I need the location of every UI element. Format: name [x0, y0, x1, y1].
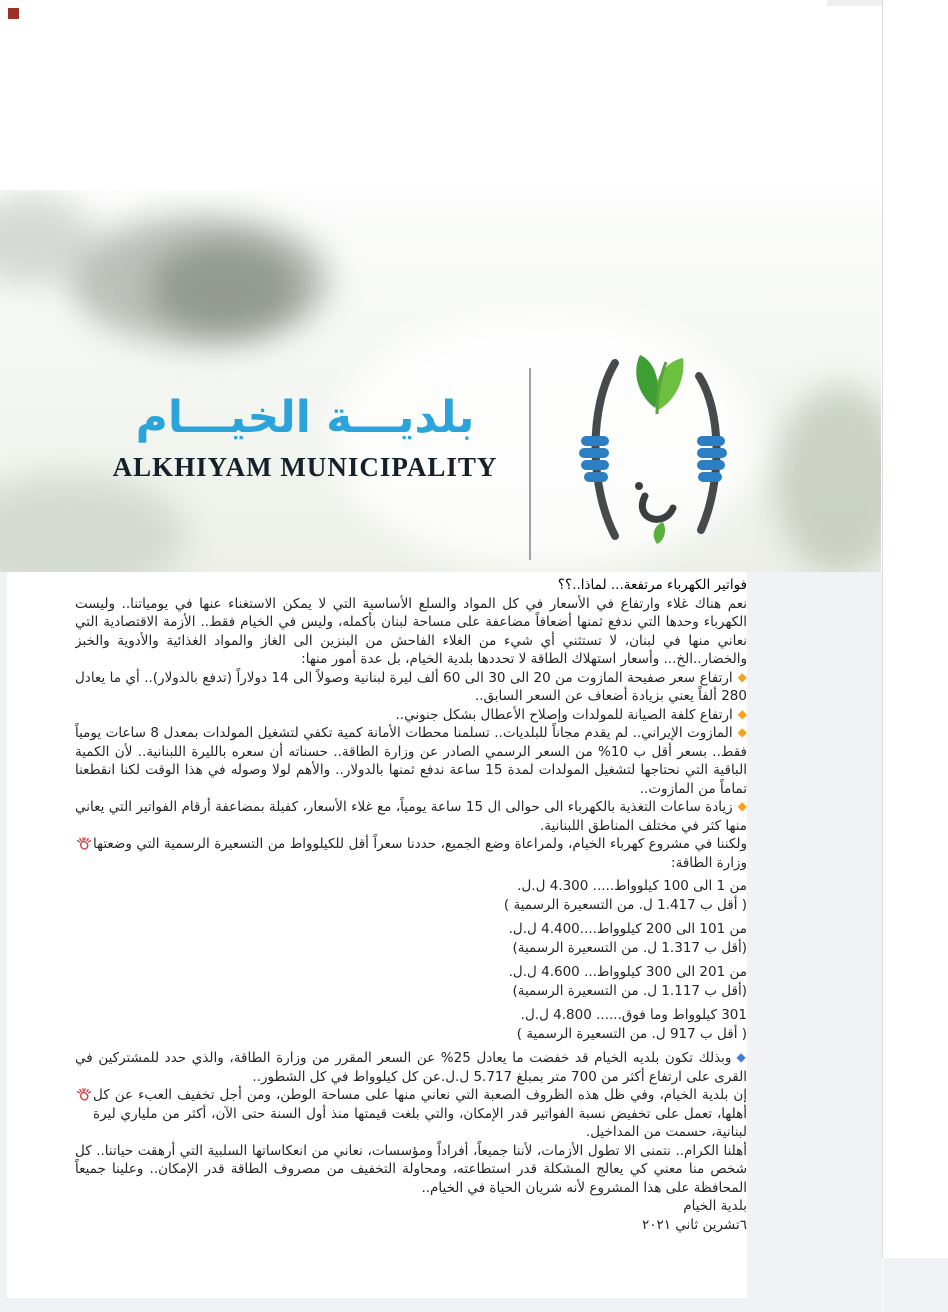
tariff-note: ( أقل ب 917 ل. من التسعيرة الرسمية ) [516, 1025, 747, 1042]
bullet-item [75, 669, 747, 706]
post-title: فواتير الكهرباء مرتفعة... لماذا..؟؟ [557, 577, 747, 593]
tariff-line: 301 كيلوواط وما فوق...... 4.800 ل.ل. [520, 1007, 747, 1023]
intro-text: نعم هناك غلاء وارتفاع في الأسعار في كل المواد والسلع الأساسية التي لا يمكن الاستغناء عنها في يومياتنا.. وليست الكهرباء وحدها التي ندفع ثمنها أضعافاً مضاعفة على مساحة لبنان بأكمله، وليس في الخيام فقط.. الأزمة الاقتصادية التي نعاني منها في لبنان، لا تستثني أي شيء من الغلاء الفاحش من البنزين الى الغاز والمواد الغذائية والأدوية والخبز والخضار..الخ... وأسعار استهلاك الطاقة لا تحددها بلدية الخيام، بل عدة أمور منها: [75, 595, 747, 667]
tariff-item [75, 963, 747, 1000]
post-date: ٦تشرين ثاني ٢٠٢١ [641, 1216, 747, 1233]
orange-diamond-icon: ◆ [737, 799, 747, 813]
orange-diamond-icon: ◆ [737, 706, 747, 721]
municipality-note-paragraph [75, 1086, 747, 1142]
bullet-text: ارتفاع كلفة الصيانة للمولدات وإصلاح الأعطال بشكل جنوني.. [395, 706, 733, 723]
blurred-foliage [0, 475, 185, 572]
municipality-banner-image [0, 190, 881, 572]
alkhiyam-logo-icon [553, 348, 753, 563]
bullet-text: ارتفاع سعر صفيحة المازوت من 20 الى 30 الى 60 ألف ليرة لبنانية وصولاً الى 14 دولاراً (تدفع بالدولار).. أي ما يعادل 280 ألفاً يعني بزيادة أضعاف عن السعر السابق.. [75, 669, 747, 704]
intro-paragraph [75, 595, 747, 669]
bullet-text: المازوت الإيراني.. لم يقدم مجاناً للبلديات.. تسلمنا محطات الأمانة كمية تكفي لتشغيل المولدات بمعدل 8 ساعات يومياً فقط.. بسعر أقل ب 10% من السعر الرسمي الصادر عن وزارة الطاقة.. حسناته أن سعره بالليرة اللبنانية.. لأن الكمية الباقية التي نحتاجها لتشغيل المولدات لمدة 15 ساعة ندفع ثمنها بالدولار.. والأهم لولا وصوله في هذا الوقت لكنا انقطعنا تماماً من المازوت.. [75, 725, 747, 797]
signature: بلدية الخيام [683, 1198, 747, 1214]
bullet-item [75, 724, 747, 798]
blurred-trees [150, 240, 300, 335]
tariff-note: (أقل ب 1.117 ل. من التسعيرة الرسمية) [512, 982, 747, 999]
orange-diamond-icon: ◆ [737, 725, 747, 739]
raised-hands-icon [75, 836, 93, 854]
red-marker-icon [8, 8, 19, 19]
tariff-note: ( أقل ب 1.417 ل. من التسعيرة الرسمية ) [503, 896, 747, 913]
blurred-foliage [775, 385, 881, 572]
municipality-note-text: إن بلدية الخيام، وفي ظل هذه الظروف الصعبة التي نعاني منها على مساحة الوطن، ومن أجل تخفيف العبء عن كل أهلها، تعمل على تخفيض نسبة الفواتير قدر الإمكان، والتي بلغت قيمتها منذ أول السنة حتى الآن، أكثر من ملياري ليرة لبنانية، حسمت من المداخيل. [93, 1087, 747, 1140]
banner-separator [529, 368, 531, 560]
tariff-item [75, 920, 747, 957]
tariff-note: (أقل ب 1.317 ل. من التسعيرة الرسمية) [512, 939, 747, 956]
discount-text: وبذلك تكون بلديه الخيام قد خفضت ما يعادل 25% عن السعر المقرر من وزارة الطاقة، والذي حدد للمشتركين في القرى على ارتفاع أكثر من 700 متر بمبلغ 5.717 ل.ل.عن كل كيلوواط في كل الشطور.. [75, 1050, 747, 1085]
discount-paragraph [75, 1049, 747, 1086]
pricing-intro-paragraph [75, 835, 747, 872]
orange-diamond-icon: ◆ [737, 669, 747, 684]
page-background [747, 572, 882, 1312]
closing-text: أهلنا الكرام.. نتمنى الا تطول الأزمات، لأننا جميعاً، أفراداً ومؤسسات، نعاني من انعكاساتها السلبية التي أرهقت حياتنا.. كل شخص منا معني كي يعالج المشكلة قدر استطاعته، ومحاولة التخفيف من مصروف الطاقة قدر الإمكان.. وعلينا جميعاً المحافظة على هذا المشروع لأنه شريان الحياة في الخيام.. [75, 1142, 747, 1196]
pricing-intro-text: ولكننا في مشروع كهرباء الخيام، ولمراعاة وضع الجميع، حددنا سعراً أقل للكيلوواط من التسعيرة الرسمية التي وضعتها وزارة الطاقة: [93, 836, 747, 871]
tariff-list [75, 877, 747, 1043]
page-background [0, 572, 7, 1312]
tariff-line: من 201 الى 300 كيلوواط... 4.600 ل.ل. [508, 964, 747, 980]
tariff-item [75, 1006, 747, 1043]
bullet-item [75, 706, 747, 725]
blue-diamond-icon: ◆ [736, 1050, 747, 1064]
post-body [75, 576, 747, 1298]
banner-title-arabic: بلديـــة الخيـــام [135, 392, 475, 443]
bullet-item [75, 798, 747, 835]
tariff-line: من 101 الى 200 كيلوواط....4.400 ل.ل. [508, 921, 747, 937]
tariff-item [75, 877, 747, 914]
raised-hands-icon [75, 1087, 93, 1105]
ui-fragment [827, 0, 882, 6]
banner-title-english: ALKHIYAM MUNICIPALITY [112, 452, 498, 482]
bullet-text: زيادة ساعات التغذية بالكهرباء الى حوالى ال 15 ساعة يومياً، مع غلاء الأسعار، كفيلة بمضاعفة أرقام الفواتير التي يعاني منها كثر في مختلف المناطق اللبنانية. [75, 799, 747, 834]
page-background [883, 1258, 948, 1312]
right-rail-divider [882, 0, 883, 1258]
page-background [0, 1298, 882, 1312]
closing-paragraph [75, 1142, 747, 1198]
tariff-line: من 1 الى 100 كيلوواط..... 4.300 ل.ل. [517, 878, 747, 894]
